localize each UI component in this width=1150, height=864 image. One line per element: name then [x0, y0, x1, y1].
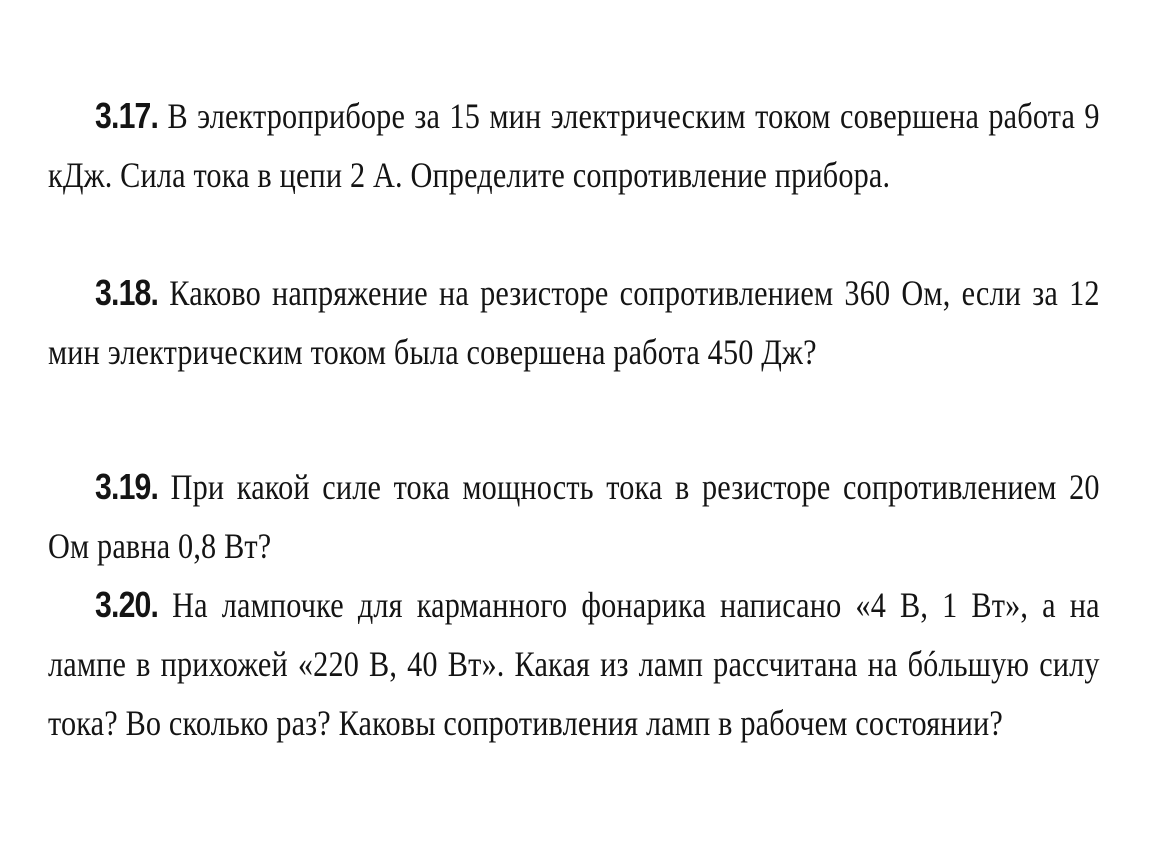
problem-number: 3.19.	[95, 466, 159, 507]
problem-number: 3.18.	[95, 272, 159, 313]
problem-3-18	[48, 263, 1100, 382]
problem-3-19	[48, 457, 1100, 576]
problem-number: 3.17.	[95, 95, 159, 136]
problem-text: В электроприборе за 15 мин электрическим током совершена работа 9 кДж. Сила тока в цепи 2 А. Определите сопротивление прибора.	[48, 96, 1100, 195]
problem-text: Каково напряжение на резисторе сопротивлением 360 Ом, если за 12 мин электрическим током была совершена работа 450 Дж?	[48, 273, 1100, 372]
problem-text: На лампочке для карманного фонарика написано «4 В, 1 Вт», а на лампе в прихожей «220 В, 40 Вт». Какая из ламп рассчитана на бóльшую силу тока? Во сколько раз? Каковы сопротивления ламп в рабочем состоянии?	[48, 585, 1100, 743]
problem-3-20	[48, 575, 1100, 753]
problem-text: При какой силе тока мощность тока в резисторе сопротивлением 20 Ом равна 0,8 Вт?	[48, 467, 1100, 566]
problem-3-17	[48, 86, 1100, 205]
problem-number: 3.20.	[95, 584, 159, 625]
